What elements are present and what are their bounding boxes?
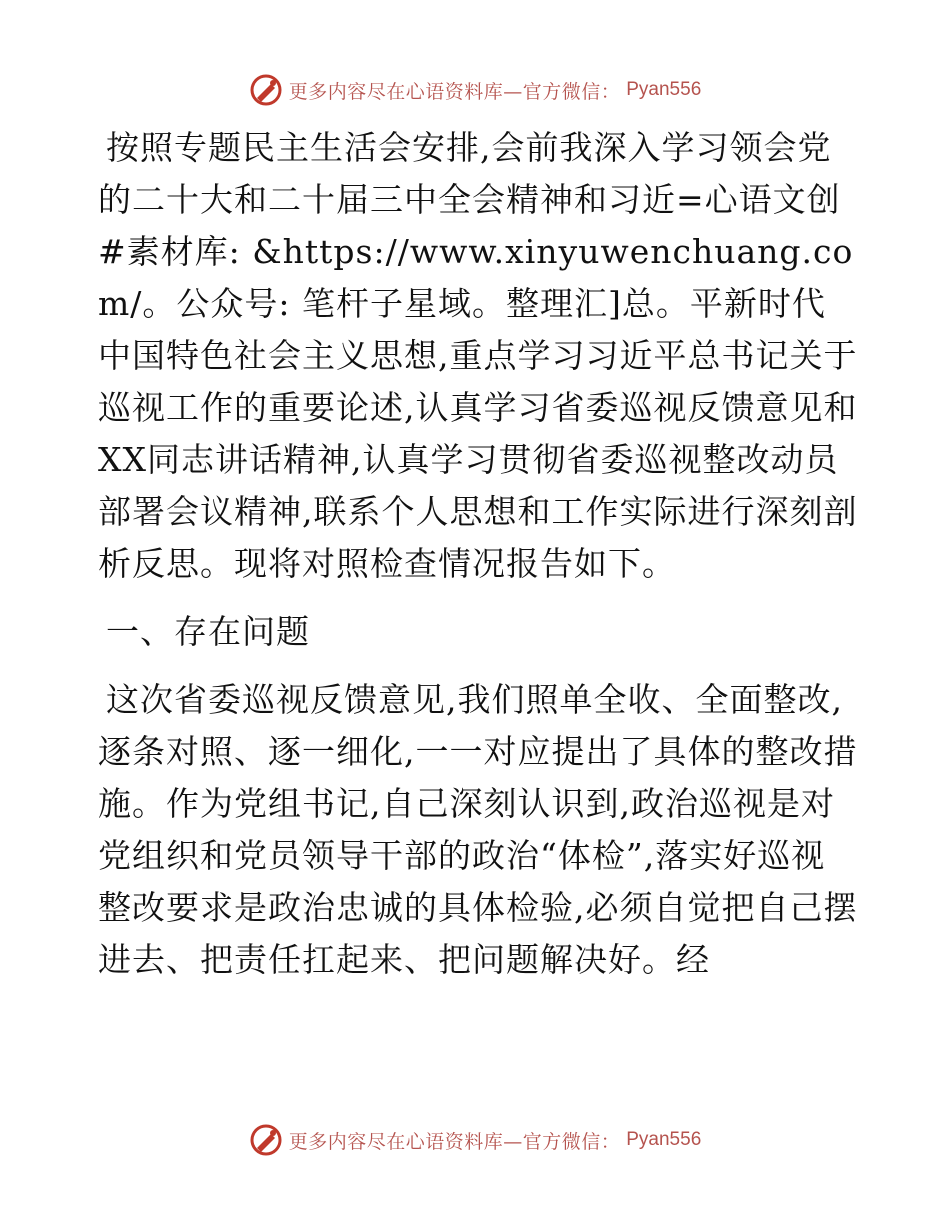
wechat-id: Pyan556 (626, 1129, 702, 1150)
document-body (98, 122, 858, 986)
pen-nib-circle-icon (249, 73, 283, 107)
footer-banner (0, 1120, 950, 1160)
banner-text: 更多内容尽在心语资料库—官方微信： (288, 1130, 621, 1153)
banner-text: 更多内容尽在心语资料库—官方微信： (288, 80, 621, 103)
section-heading: 一、存在问题 (106, 612, 310, 651)
paragraph-intro: 按照专题民主生活会安排,会前我深入学习领会党的二十大和二十届三中全会精神和习近=心语文创#素材库: &https://www.xinyuwenchuang.com/。公众号: 笔杆子星域。整理汇]总。平新时代中国特色社会主义思想,重点学习习近平总书记关于巡视工作的重要论述,认真学习省委巡视反馈意见和XX同志讲话精神,认真学习贯彻省委巡视整改动员部署会议精神,联系个人思想和工作实际进行深刻剖析反思。现将对照检查情况报告如下。 (98, 128, 858, 583)
wechat-id: Pyan556 (626, 79, 702, 100)
header-banner (0, 70, 950, 110)
paragraph-issues: 这次省委巡视反馈意见,我们照单全收、全面整改,逐条对照、逐一细化,一一对应提出了具体的整改措施。作为党组书记,自己深刻认识到,政治巡视是对党组织和党员领导干部的政治“体检”,落实好巡视整改要求是政治忠诚的具体检验,必须自觉把自己摆进去、把责任扛起来、把问题解决好。经 (98, 680, 858, 979)
pen-nib-circle-icon (249, 1123, 283, 1157)
